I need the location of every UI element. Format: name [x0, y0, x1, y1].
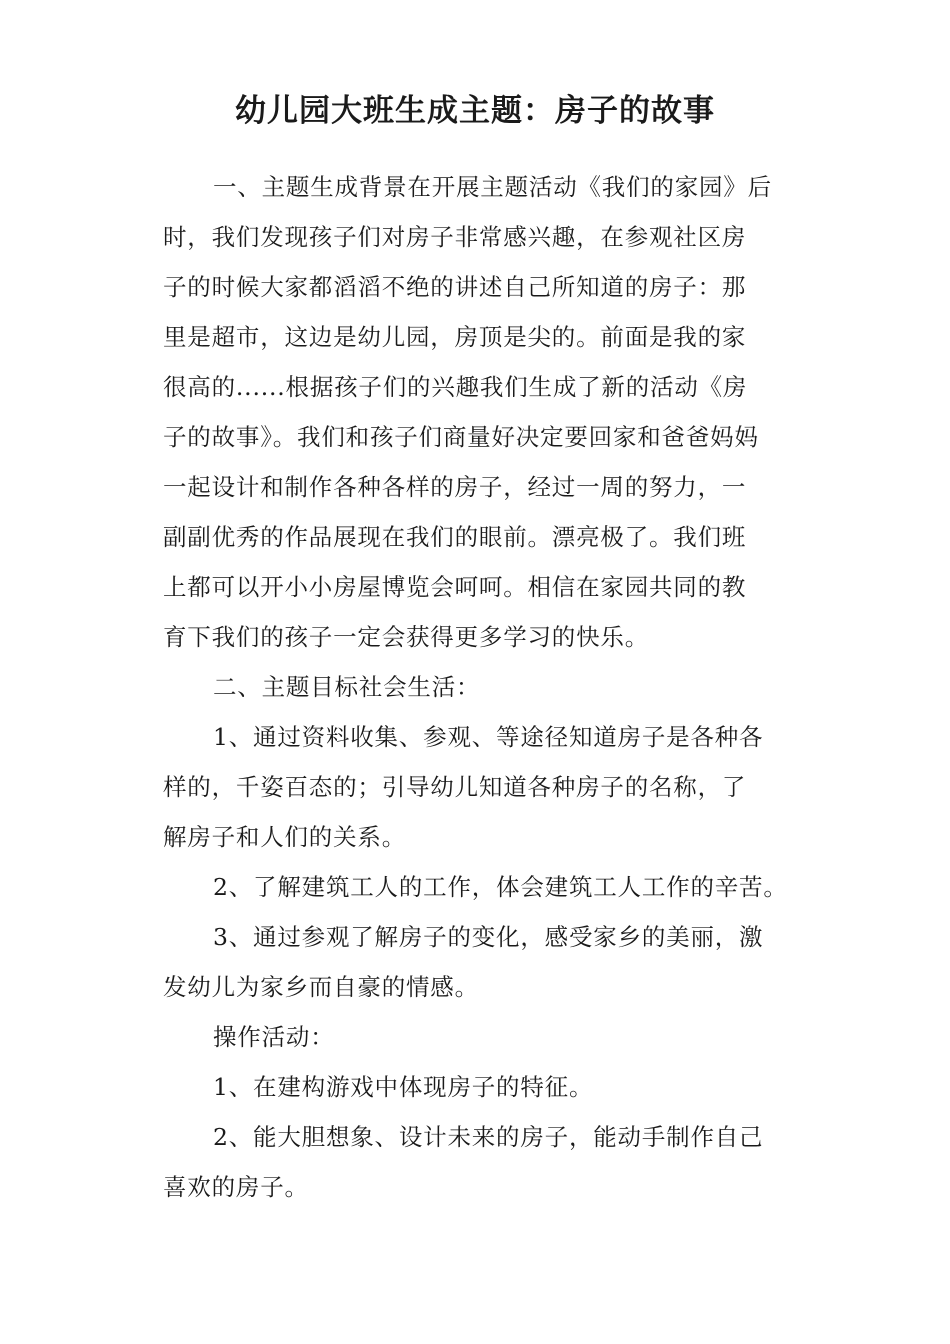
- text-line: 1、通过资料收集、参观、等途径知道房子是各种各: [213, 723, 764, 751]
- text-line: 时，我们发现孩子们对房子非常感兴趣，在参观社区房: [163, 223, 747, 251]
- text-line: 一、主题生成背景在开展主题活动《我们的家园》后: [213, 173, 772, 201]
- text-line: 发幼儿为家乡而自豪的情感。: [163, 973, 479, 1001]
- page-title: 幼儿园大班生成主题：房子的故事: [235, 93, 715, 129]
- text-line: 2、了解建筑工人的工作，体会建筑工人工作的辛苦。: [213, 873, 788, 901]
- text-line: 样的，千姿百态的；引导幼儿知道各种房子的名称，了: [163, 773, 747, 801]
- text-line: 1、在建构游戏中体现房子的特征。: [213, 1073, 594, 1101]
- text-line: 子的时候大家都滔滔不绝的讲述自己所知道的房子：那: [163, 273, 747, 301]
- text-line: 上都可以开小小房屋博览会呵呵。相信在家园共同的教: [163, 573, 747, 601]
- text-line: 3、通过参观了解房子的变化，感受家乡的美丽，激: [213, 923, 764, 951]
- text-line: 里是超市，这边是幼儿园，房顶是尖的。前面是我的家: [163, 323, 747, 351]
- text-line: 育下我们的孩子一定会获得更多学习的快乐。: [163, 623, 649, 651]
- text-line: 很高的......根据孩子们的兴趣我们生成了新的活动《房: [163, 373, 748, 401]
- text-line: 一起设计和制作各种各样的房子，经过一周的努力，一: [163, 473, 747, 501]
- text-line: 解房子和人们的关系。: [163, 823, 406, 851]
- text-line: 2、能大胆想象、设计未来的房子，能动手制作自己: [213, 1123, 764, 1151]
- text-line: 喜欢的房子。: [163, 1173, 309, 1201]
- section-heading: 二、主题目标社会生活：: [213, 673, 481, 701]
- text-line: 副副优秀的作品展现在我们的眼前。漂亮极了。我们班: [163, 523, 747, 551]
- text-line: 子的故事》。我们和孩子们商量好决定要回家和爸爸妈妈: [163, 423, 759, 451]
- section-heading: 操作活动：: [213, 1023, 335, 1051]
